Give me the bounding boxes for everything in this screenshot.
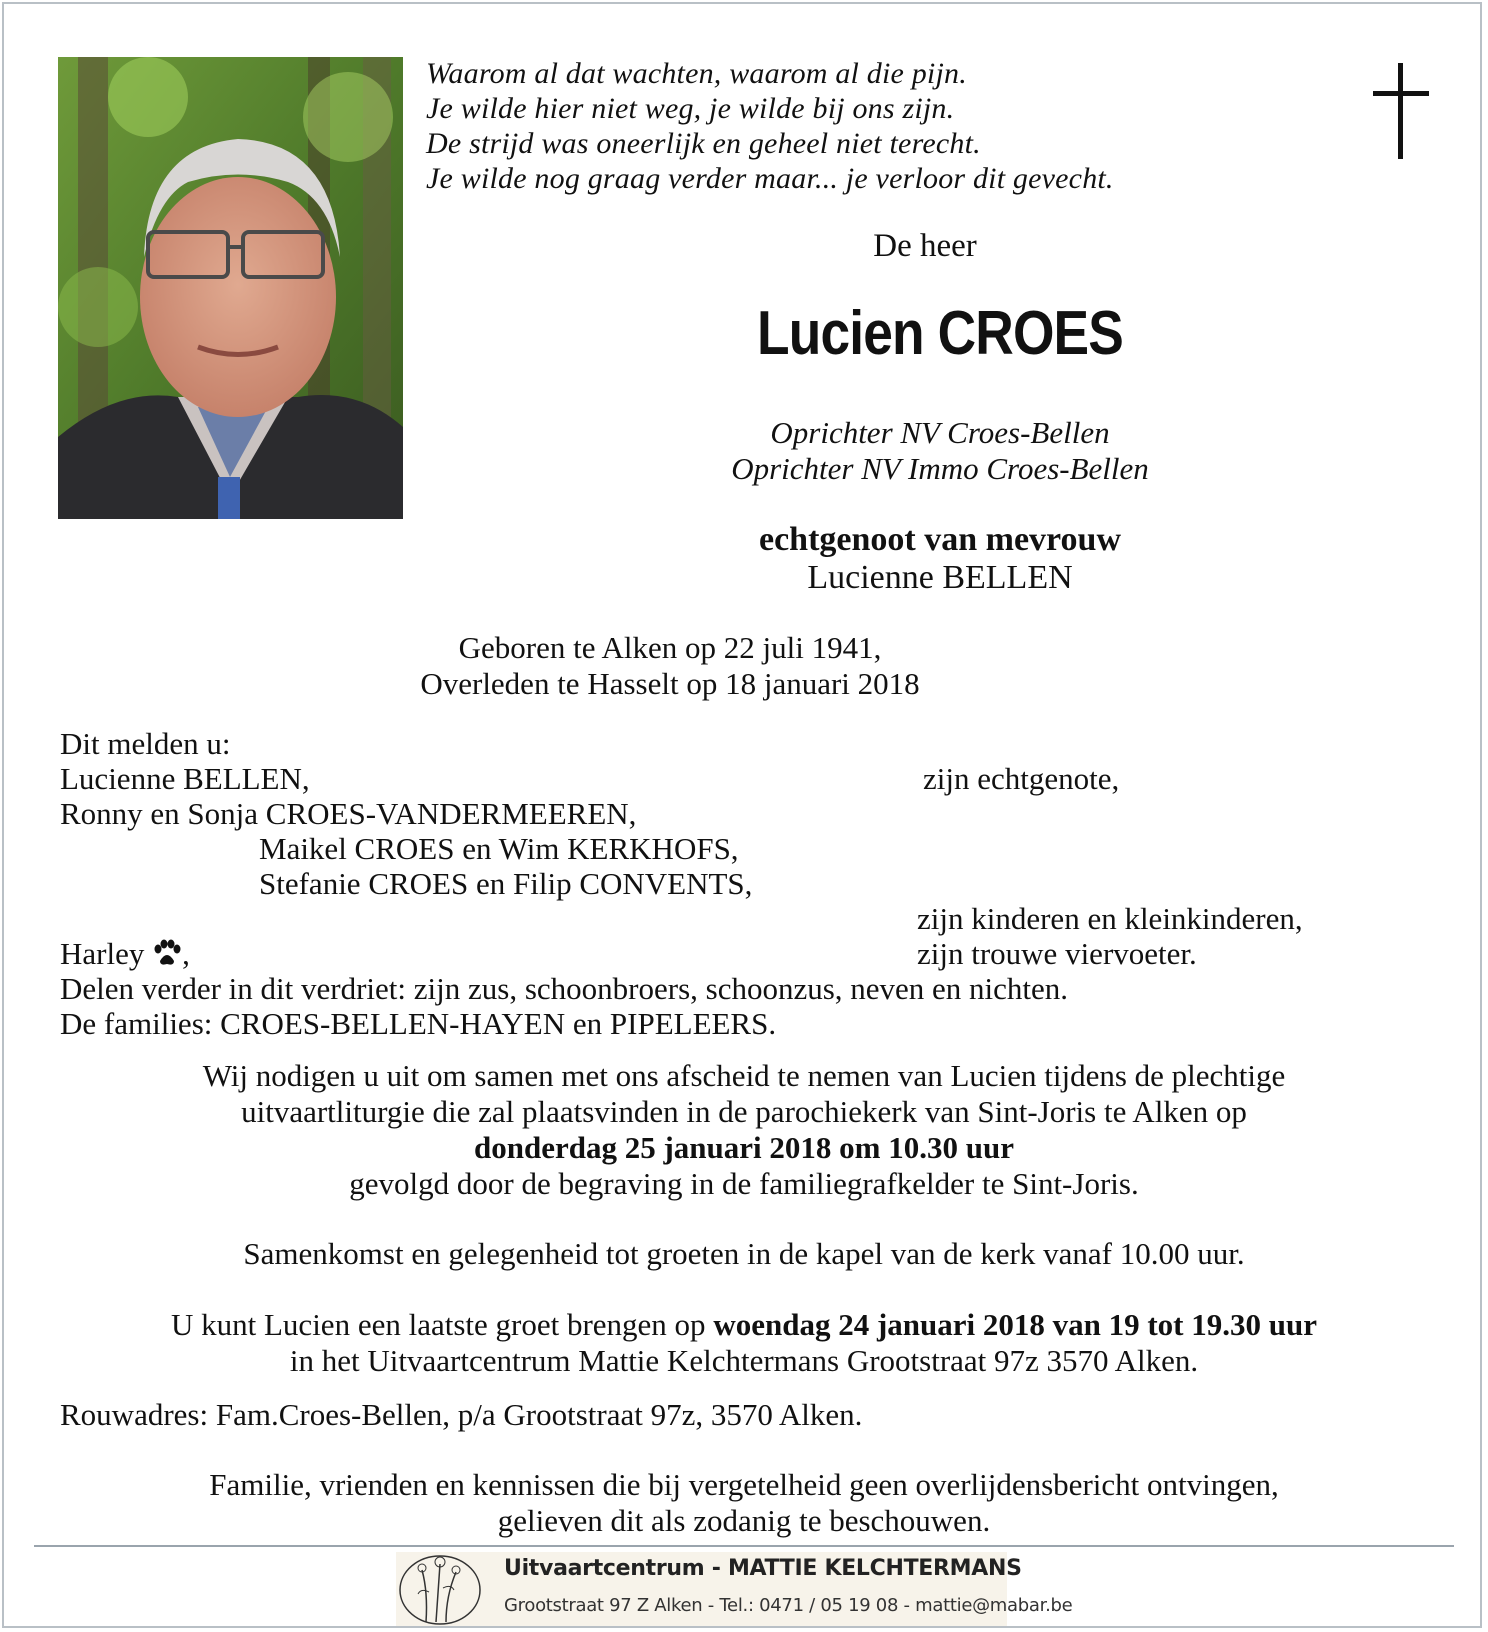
funeral-home-contact: Grootstraat 97 Z Alken - Tel.: 0471 / 05 19 08 - mattie@mabar.be <box>504 1595 1073 1616</box>
funeral-line: Wij nodigen u uit om samen met ons afscheid te nemen van Lucien tijdens de plechtige <box>202 1058 1286 1093</box>
poem <box>426 56 1114 196</box>
family-pet-relation: zijn trouwe viervoeter. <box>917 936 1197 971</box>
funeral-date: donderdag 25 januari 2018 om 10.30 uur <box>474 1130 1014 1165</box>
title-line: Oprichter NV Immo Croes-Bellen <box>731 451 1149 486</box>
funeral-paragraph <box>60 1058 1428 1202</box>
funeral-line: uitvaartliturgie die zal plaatsvinden in de parochiekerk van Sint-Joris te Alken op <box>241 1094 1247 1129</box>
mourning-address: Rouwadres: Fam.Croes-Bellen, p/a Grootstraat 97z, 3570 Alken. <box>60 1397 863 1432</box>
funeral-line: gevolgd door de begraving in de familiegrafkelder te Sint-Joris. <box>349 1166 1139 1201</box>
family-families: De families: CROES-BELLEN-HAYEN en PIPELEERS. <box>60 1006 777 1041</box>
viewing-date: woendag 24 januari 2018 van 19 tot 19.30 uur <box>713 1307 1317 1342</box>
death-line: Overleden te Hasselt op 18 januari 2018 <box>420 666 920 701</box>
dates <box>300 630 1040 702</box>
gathering: Samenkomst en gelegenheid tot groeten in de kapel van de kerk vanaf 10.00 uur. <box>243 1236 1245 1271</box>
titles <box>620 415 1260 487</box>
portrait-photo <box>58 57 403 519</box>
closing-line: Familie, vrienden en kennissen die bij vergetelheid geen overlijdensbericht ontvingen, <box>209 1467 1279 1502</box>
poem-line: De strijd was oneerlijk en geheel niet terecht. <box>426 127 981 160</box>
footer-divider <box>34 1545 1454 1547</box>
birth-line: Geboren te Alken op 22 juli 1941, <box>458 630 882 665</box>
deceased-name: Lucien CROES <box>757 299 1123 368</box>
family-others: Delen verder in dit verdriet: zijn zus, schoonbroers, schoonzus, neven en nichten. <box>60 971 1069 1006</box>
family-grandchild: Stefanie CROES en Filip CONVENTS, <box>259 866 753 901</box>
viewing-location: in het Uitvaartcentrum Mattie Kelchtermans Grootstraat 97z 3570 Alken. <box>289 1343 1199 1378</box>
pet-name: Harley <box>60 936 145 971</box>
funeral-home-name: Uitvaartcentrum - MATTIE KELCHTERMANS <box>504 1556 1022 1581</box>
family-child: Ronny en Sonja CROES-VANDERMEEREN, <box>60 796 637 831</box>
spouse-block <box>620 521 1260 597</box>
family-intro: Dit melden u: <box>60 726 231 761</box>
family-grandchild: Maikel CROES en Wim KERKHOFS, <box>259 831 739 866</box>
spouse-label: echtgenoot van mevrouw <box>759 521 1121 558</box>
family-spouse-relation: zijn echtgenote, <box>923 761 1120 796</box>
title-line: Oprichter NV Croes-Bellen <box>770 415 1110 450</box>
poem-line: Waarom al dat wachten, waarom al die pijn. <box>426 57 967 90</box>
viewing-line <box>60 1307 1428 1343</box>
poem-line: Je wilde nog graag verder maar... je verloor dit gevecht. <box>426 162 1114 195</box>
cross-icon <box>1369 63 1433 159</box>
viewing-prefix: U kunt Lucien een laatste groet brengen op <box>171 1307 714 1342</box>
closing-paragraph <box>60 1467 1428 1539</box>
spouse-name: Lucienne BELLEN <box>807 559 1073 596</box>
family-pet <box>60 936 190 972</box>
salutation: De heer <box>873 228 977 264</box>
family-children-relation: zijn kinderen en kleinkinderen, <box>917 901 1303 936</box>
paw-print-icon <box>152 939 182 967</box>
family-spouse-name: Lucienne BELLEN, <box>60 761 310 796</box>
funeral-home-footer <box>396 1552 1073 1626</box>
poem-line: Je wilde hier niet weg, je wilde bij ons zijn. <box>426 92 955 125</box>
closing-line: gelieven dit als zodanig te beschouwen. <box>497 1503 991 1538</box>
viewing-paragraph <box>60 1307 1428 1379</box>
flower-logo-icon <box>396 1552 484 1626</box>
pet-suffix: , <box>182 936 190 971</box>
